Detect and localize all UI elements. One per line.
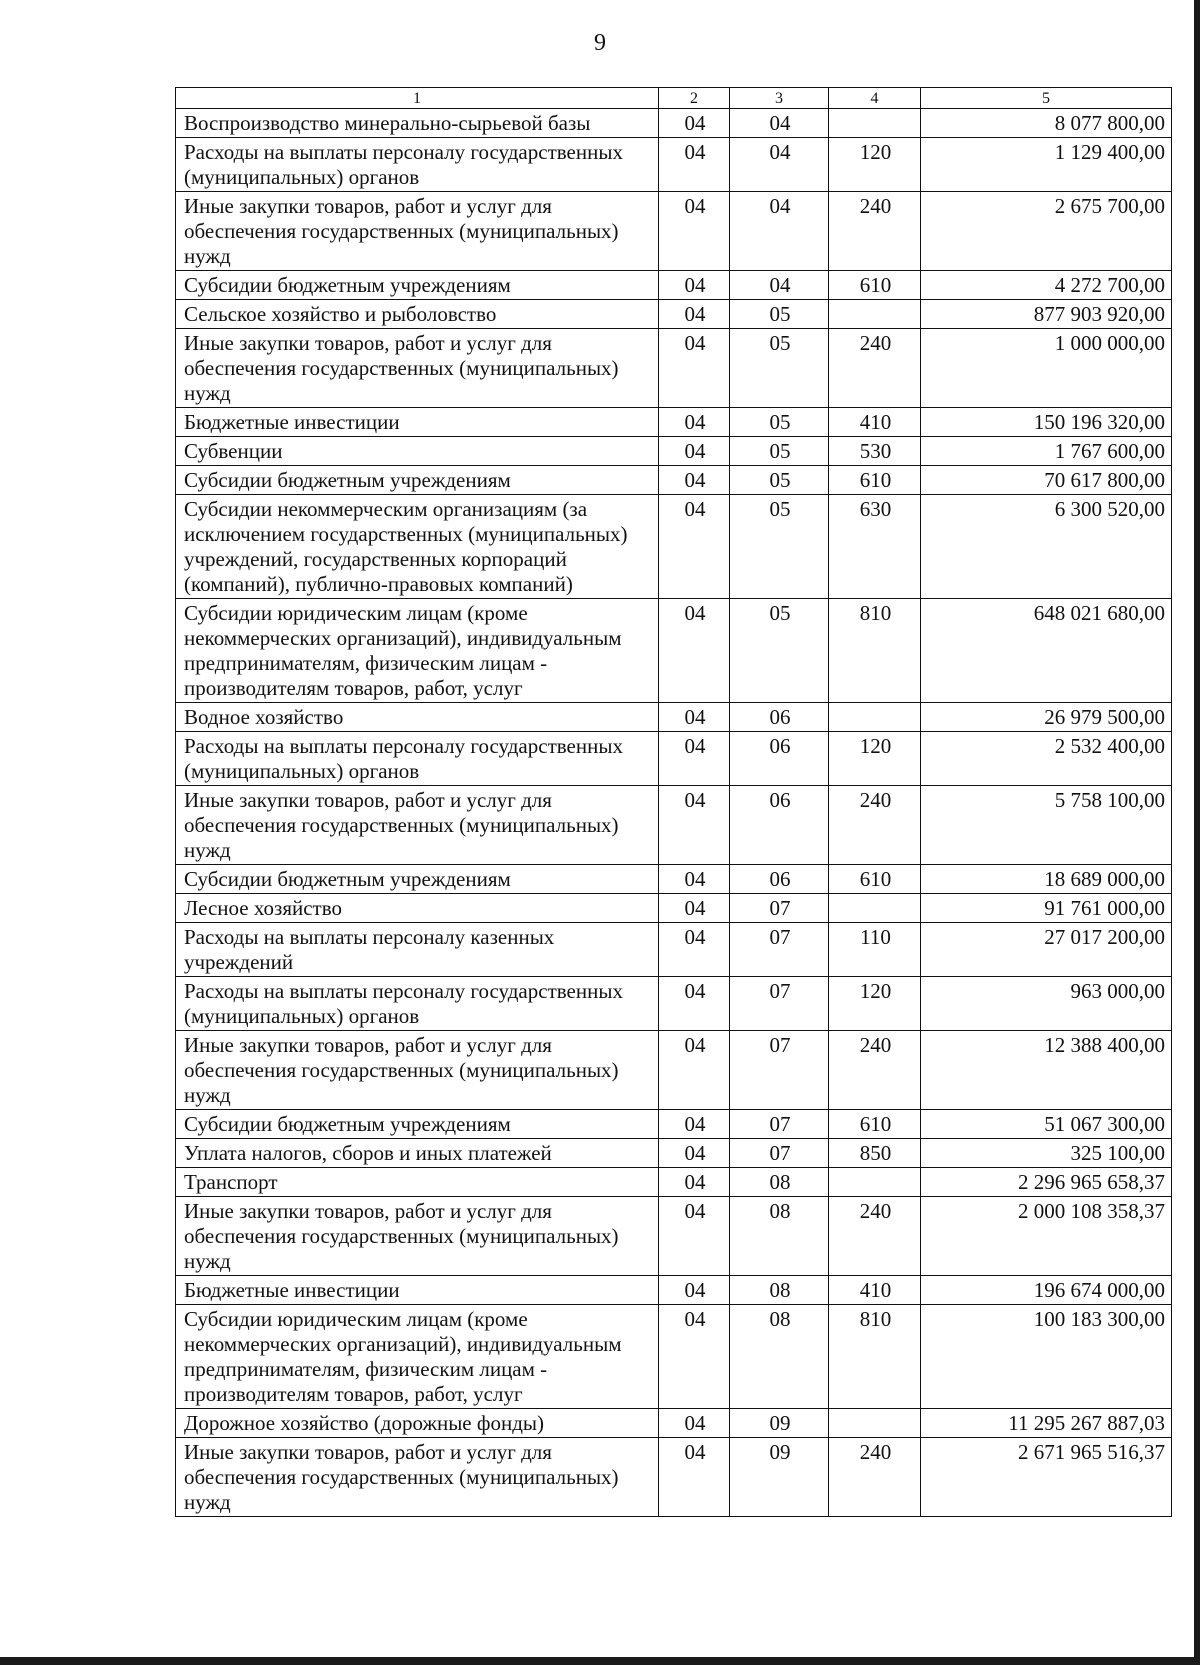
cell-amount: 26 979 500,00 bbox=[921, 703, 1172, 732]
header-col-4: 4 bbox=[829, 88, 921, 109]
page-number: 9 bbox=[594, 30, 606, 56]
cell-amount: 4 272 700,00 bbox=[921, 271, 1172, 300]
header-col-5: 5 bbox=[921, 88, 1172, 109]
cell-name: Дорожное хозяйство (дорожные фонды) bbox=[176, 1409, 659, 1438]
header-col-3: 3 bbox=[730, 88, 829, 109]
cell-name: Иные закупки товаров, работ и услуг для обеспечения государственных (муниципальных) нужд bbox=[176, 786, 659, 865]
cell-expense-type: 120 bbox=[829, 138, 921, 192]
cell-name: Иные закупки товаров, работ и услуг для обеспечения государственных (муниципальных) нужд bbox=[176, 1031, 659, 1110]
header-row bbox=[176, 88, 1172, 109]
cell-subsection: 04 bbox=[730, 109, 829, 138]
cell-section: 04 bbox=[659, 1197, 730, 1276]
table-row bbox=[176, 271, 1172, 300]
cell-amount: 2 671 965 516,37 bbox=[921, 1438, 1172, 1517]
cell-subsection: 05 bbox=[730, 408, 829, 437]
cell-section: 04 bbox=[659, 109, 730, 138]
sheet-edge-right bbox=[1194, 0, 1200, 1665]
cell-section: 04 bbox=[659, 495, 730, 599]
cell-section: 04 bbox=[659, 894, 730, 923]
table-row bbox=[176, 1276, 1172, 1305]
cell-subsection: 07 bbox=[730, 1031, 829, 1110]
cell-name: Воспроизводство минерально-сырьевой базы bbox=[176, 109, 659, 138]
cell-amount: 91 761 000,00 bbox=[921, 894, 1172, 923]
cell-subsection: 08 bbox=[730, 1305, 829, 1409]
table-row bbox=[176, 703, 1172, 732]
table-row bbox=[176, 1139, 1172, 1168]
header-col-1: 1 bbox=[176, 88, 659, 109]
cell-expense-type bbox=[829, 894, 921, 923]
cell-expense-type: 810 bbox=[829, 599, 921, 703]
cell-name: Водное хозяйство bbox=[176, 703, 659, 732]
table-row bbox=[176, 466, 1172, 495]
cell-name: Субсидии бюджетным учреждениям bbox=[176, 466, 659, 495]
cell-name: Иные закупки товаров, работ и услуг для обеспечения государственных (муниципальных) нужд bbox=[176, 1197, 659, 1276]
cell-section: 04 bbox=[659, 1110, 730, 1139]
cell-expense-type: 410 bbox=[829, 408, 921, 437]
cell-expense-type: 610 bbox=[829, 865, 921, 894]
cell-subsection: 06 bbox=[730, 865, 829, 894]
cell-amount: 6 300 520,00 bbox=[921, 495, 1172, 599]
cell-subsection: 06 bbox=[730, 786, 829, 865]
cell-subsection: 04 bbox=[730, 138, 829, 192]
table-row bbox=[176, 109, 1172, 138]
cell-section: 04 bbox=[659, 1438, 730, 1517]
cell-name: Транспорт bbox=[176, 1168, 659, 1197]
cell-subsection: 04 bbox=[730, 271, 829, 300]
cell-name: Бюджетные инвестиции bbox=[176, 408, 659, 437]
cell-subsection: 05 bbox=[730, 599, 829, 703]
cell-name: Субвенции bbox=[176, 437, 659, 466]
cell-name: Иные закупки товаров, работ и услуг для обеспечения государственных (муниципальных) нужд bbox=[176, 1438, 659, 1517]
cell-name: Субсидии бюджетным учреждениям bbox=[176, 1110, 659, 1139]
cell-name: Субсидии юридическим лицам (кроме некоммерческих организаций), индивидуальным предпринимателям, физическим лицам - производителям товаров, работ, услуг bbox=[176, 599, 659, 703]
table-row bbox=[176, 732, 1172, 786]
cell-expense-type: 850 bbox=[829, 1139, 921, 1168]
cell-section: 04 bbox=[659, 923, 730, 977]
cell-expense-type: 240 bbox=[829, 329, 921, 408]
cell-amount: 150 196 320,00 bbox=[921, 408, 1172, 437]
cell-name: Бюджетные инвестиции bbox=[176, 1276, 659, 1305]
cell-expense-type: 240 bbox=[829, 1197, 921, 1276]
cell-subsection: 05 bbox=[730, 329, 829, 408]
cell-expense-type: 240 bbox=[829, 1438, 921, 1517]
cell-name: Лесное хозяйство bbox=[176, 894, 659, 923]
cell-amount: 963 000,00 bbox=[921, 977, 1172, 1031]
cell-subsection: 08 bbox=[730, 1276, 829, 1305]
cell-subsection: 07 bbox=[730, 1139, 829, 1168]
cell-subsection: 07 bbox=[730, 977, 829, 1031]
cell-expense-type bbox=[829, 109, 921, 138]
cell-expense-type bbox=[829, 703, 921, 732]
cell-amount: 1 129 400,00 bbox=[921, 138, 1172, 192]
cell-amount: 5 758 100,00 bbox=[921, 786, 1172, 865]
cell-section: 04 bbox=[659, 703, 730, 732]
table-row bbox=[176, 1409, 1172, 1438]
table-row bbox=[176, 138, 1172, 192]
cell-amount: 2 000 108 358,37 bbox=[921, 1197, 1172, 1276]
cell-section: 04 bbox=[659, 786, 730, 865]
cell-amount: 27 017 200,00 bbox=[921, 923, 1172, 977]
table-row bbox=[176, 786, 1172, 865]
cell-name: Расходы на выплаты персоналу государственных (муниципальных) органов bbox=[176, 138, 659, 192]
cell-expense-type: 120 bbox=[829, 977, 921, 1031]
table-row bbox=[176, 437, 1172, 466]
cell-section: 04 bbox=[659, 732, 730, 786]
cell-section: 04 bbox=[659, 865, 730, 894]
cell-amount: 877 903 920,00 bbox=[921, 300, 1172, 329]
cell-name: Субсидии бюджетным учреждениям bbox=[176, 271, 659, 300]
table-row bbox=[176, 923, 1172, 977]
table-row bbox=[176, 1305, 1172, 1409]
cell-section: 04 bbox=[659, 300, 730, 329]
cell-amount: 1 000 000,00 bbox=[921, 329, 1172, 408]
cell-amount: 51 067 300,00 bbox=[921, 1110, 1172, 1139]
cell-amount: 2 296 965 658,37 bbox=[921, 1168, 1172, 1197]
cell-subsection: 06 bbox=[730, 732, 829, 786]
cell-amount: 100 183 300,00 bbox=[921, 1305, 1172, 1409]
table-row bbox=[176, 192, 1172, 271]
cell-subsection: 08 bbox=[730, 1197, 829, 1276]
cell-amount: 8 077 800,00 bbox=[921, 109, 1172, 138]
cell-expense-type: 110 bbox=[829, 923, 921, 977]
cell-subsection: 08 bbox=[730, 1168, 829, 1197]
cell-section: 04 bbox=[659, 437, 730, 466]
table-row bbox=[176, 894, 1172, 923]
cell-expense-type: 530 bbox=[829, 437, 921, 466]
cell-section: 04 bbox=[659, 192, 730, 271]
cell-expense-type: 240 bbox=[829, 192, 921, 271]
cell-name: Расходы на выплаты персоналу казенных учреждений bbox=[176, 923, 659, 977]
cell-subsection: 07 bbox=[730, 923, 829, 977]
cell-subsection: 06 bbox=[730, 703, 829, 732]
cell-expense-type: 410 bbox=[829, 1276, 921, 1305]
cell-expense-type: 810 bbox=[829, 1305, 921, 1409]
header-col-2: 2 bbox=[659, 88, 730, 109]
cell-section: 04 bbox=[659, 138, 730, 192]
sheet-edge-bottom bbox=[0, 1657, 1200, 1665]
cell-amount: 11 295 267 887,03 bbox=[921, 1409, 1172, 1438]
cell-amount: 648 021 680,00 bbox=[921, 599, 1172, 703]
cell-section: 04 bbox=[659, 1305, 730, 1409]
table-row bbox=[176, 599, 1172, 703]
cell-section: 04 bbox=[659, 408, 730, 437]
cell-subsection: 05 bbox=[730, 300, 829, 329]
cell-expense-type bbox=[829, 300, 921, 329]
table-row bbox=[176, 1031, 1172, 1110]
cell-subsection: 07 bbox=[730, 1110, 829, 1139]
cell-subsection: 07 bbox=[730, 894, 829, 923]
cell-subsection: 05 bbox=[730, 466, 829, 495]
table-row bbox=[176, 408, 1172, 437]
cell-name: Расходы на выплаты персоналу государственных (муниципальных) органов bbox=[176, 977, 659, 1031]
table-row bbox=[176, 495, 1172, 599]
table-row bbox=[176, 329, 1172, 408]
cell-amount: 196 674 000,00 bbox=[921, 1276, 1172, 1305]
cell-expense-type bbox=[829, 1168, 921, 1197]
cell-subsection: 05 bbox=[730, 437, 829, 466]
cell-expense-type: 120 bbox=[829, 732, 921, 786]
cell-expense-type: 240 bbox=[829, 786, 921, 865]
cell-amount: 1 767 600,00 bbox=[921, 437, 1172, 466]
cell-name: Субсидии бюджетным учреждениям bbox=[176, 865, 659, 894]
table-row bbox=[176, 977, 1172, 1031]
cell-amount: 2 532 400,00 bbox=[921, 732, 1172, 786]
table-row bbox=[176, 300, 1172, 329]
cell-section: 04 bbox=[659, 1276, 730, 1305]
cell-name: Иные закупки товаров, работ и услуг для обеспечения государственных (муниципальных) нужд bbox=[176, 192, 659, 271]
cell-section: 04 bbox=[659, 977, 730, 1031]
table-row bbox=[176, 1168, 1172, 1197]
cell-section: 04 bbox=[659, 466, 730, 495]
cell-name: Субсидии юридическим лицам (кроме некоммерческих организаций), индивидуальным предпринимателям, физическим лицам - производителям товаров, работ, услуг bbox=[176, 1305, 659, 1409]
cell-section: 04 bbox=[659, 1409, 730, 1438]
cell-amount: 325 100,00 bbox=[921, 1139, 1172, 1168]
cell-name: Расходы на выплаты персоналу государственных (муниципальных) органов bbox=[176, 732, 659, 786]
cell-amount: 2 675 700,00 bbox=[921, 192, 1172, 271]
table-row bbox=[176, 1438, 1172, 1517]
cell-expense-type: 240 bbox=[829, 1031, 921, 1110]
cell-name: Уплата налогов, сборов и иных платежей bbox=[176, 1139, 659, 1168]
cell-expense-type: 610 bbox=[829, 271, 921, 300]
cell-section: 04 bbox=[659, 599, 730, 703]
cell-name: Сельское хозяйство и рыболовство bbox=[176, 300, 659, 329]
table-row bbox=[176, 1110, 1172, 1139]
cell-amount: 18 689 000,00 bbox=[921, 865, 1172, 894]
table-row bbox=[176, 1197, 1172, 1276]
budget-table bbox=[175, 87, 1172, 1517]
table-header bbox=[176, 88, 1172, 109]
cell-expense-type bbox=[829, 1409, 921, 1438]
cell-subsection: 09 bbox=[730, 1438, 829, 1517]
cell-amount: 70 617 800,00 bbox=[921, 466, 1172, 495]
cell-name: Иные закупки товаров, работ и услуг для обеспечения государственных (муниципальных) нужд bbox=[176, 329, 659, 408]
cell-expense-type: 610 bbox=[829, 1110, 921, 1139]
table-body bbox=[176, 109, 1172, 1517]
cell-expense-type: 610 bbox=[829, 466, 921, 495]
cell-subsection: 09 bbox=[730, 1409, 829, 1438]
cell-name: Субсидии некоммерческим организациям (за исключением государственных (муниципальных) учреждений, государственных корпораций (компаний), публично-правовых компаний) bbox=[176, 495, 659, 599]
cell-section: 04 bbox=[659, 1139, 730, 1168]
cell-section: 04 bbox=[659, 1168, 730, 1197]
cell-subsection: 05 bbox=[730, 495, 829, 599]
cell-section: 04 bbox=[659, 271, 730, 300]
cell-section: 04 bbox=[659, 329, 730, 408]
cell-amount: 12 388 400,00 bbox=[921, 1031, 1172, 1110]
table-row bbox=[176, 865, 1172, 894]
cell-expense-type: 630 bbox=[829, 495, 921, 599]
cell-subsection: 04 bbox=[730, 192, 829, 271]
cell-section: 04 bbox=[659, 1031, 730, 1110]
